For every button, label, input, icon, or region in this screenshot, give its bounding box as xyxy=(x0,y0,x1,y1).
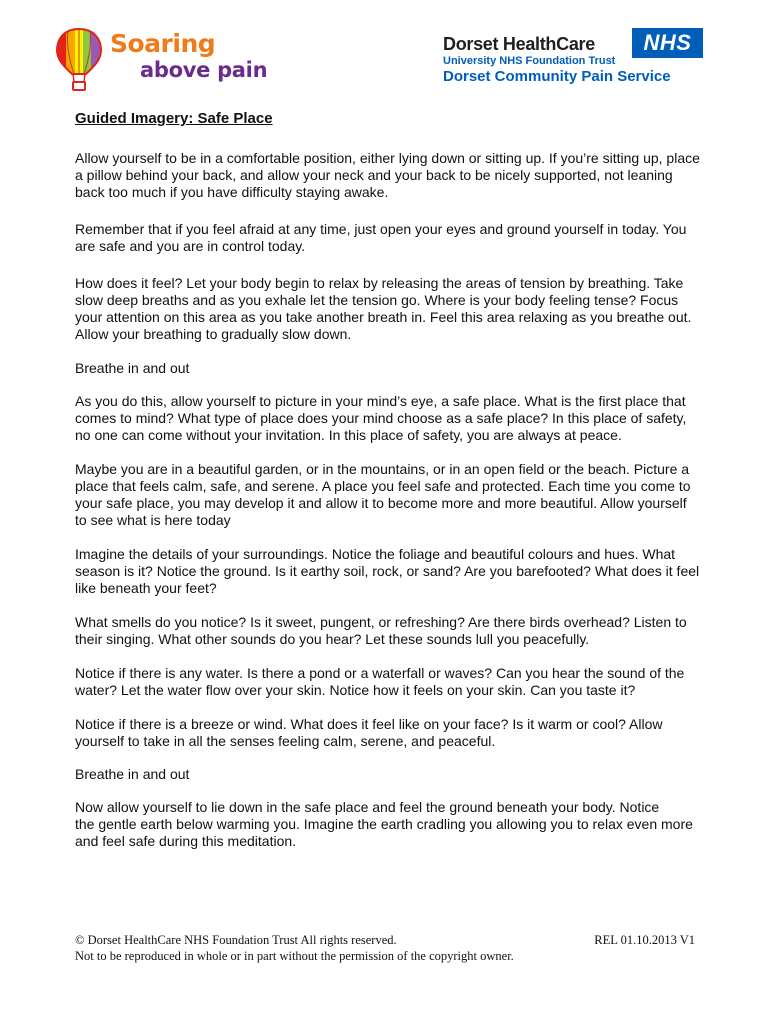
logo-line-above-pain: above pain xyxy=(140,58,268,82)
paragraph-surroundings: Imagine the details of your surroundings. Notice the foliage and beautiful colours and hues. What season is it? Notice the ground. Is it earthy soil, rock, or sand? Are you barefooted? What does it feel like beneath your feet? xyxy=(75,546,700,596)
org-service: Dorset Community Pain Service xyxy=(443,68,671,85)
paragraph-smells-sounds: What smells do you notice? Is it sweet, pungent, or refreshing? Are there birds overhead? Listen to their singing. What other sounds do you hear? Let these sounds lull you peacefully. xyxy=(75,614,687,647)
paragraph-safety-reminder: Remember that if you feel afraid at any time, just open your eyes and ground yourself in today. You are safe and you are in control today. xyxy=(75,221,687,254)
paragraph-gentle-earth: the gentle earth below warming you. Imagine the earth cradling you allowing you to relax even more and feel safe during this meditation. xyxy=(75,816,693,849)
nhs-organisation-logo xyxy=(440,28,704,90)
logo-wordmark xyxy=(110,30,267,82)
paragraph-picture-safe-place: As you do this, allow yourself to picture in your mind’s eye, a safe place. What is the first place that comes to mind? What type of place does your mind choose as a safe place? In this place of safety, no one can come without your invitation. In this place of safety, you are always at peace. xyxy=(75,393,687,443)
page-footer xyxy=(75,932,695,964)
paragraph-water: Notice if there is any water. Is there a pond or a waterfall or waves? Can you hear the sound of the water? Let the water flow over your skin. Notice how it feels on your skin. Can you taste it? xyxy=(75,665,685,698)
paragraph-relax-breathing: How does it feel? Let your body begin to relax by releasing the areas of tension by breathing. Take slow deep breaths and as you exhale let the tension go. Where is your body feeling tense? Focus your attention on this area as you take another breath in. Feel this area relaxing as you breathe out. Allow your breathing to gradually slow down. xyxy=(75,275,692,342)
footer-top-row xyxy=(75,932,695,948)
page-title: Guided Imagery: Safe Place xyxy=(75,110,273,127)
paragraph-breathe: Breathe in and out xyxy=(75,360,190,376)
org-trust: University NHS Foundation Trust xyxy=(443,55,616,67)
document-body xyxy=(75,150,701,850)
nhs-badge: NHS xyxy=(632,28,703,58)
paragraph-position: Allow yourself to be in a comfortable position, either lying down or sitting up. If you’re sitting up, place a pillow behind your back, and allow your neck and your back to be nicely supported, not leaning back too much if you have difficulty staying awake. xyxy=(75,150,700,200)
soaring-above-pain-logo xyxy=(54,26,304,92)
paragraph-lie-down: Now allow yourself to lie down in the safe place and feel the ground beneath your body. Notice xyxy=(75,799,660,815)
logo-line-soaring: Soaring xyxy=(110,29,216,58)
reproduction-notice: Not to be reproduced in whole or in part without the permission of the copyright owner. xyxy=(75,949,514,963)
hot-air-balloon-icon xyxy=(54,26,104,92)
org-name: Dorset HealthCare xyxy=(443,34,595,54)
release-version: REL 01.10.2013 V1 xyxy=(594,933,695,947)
paragraph-beautiful-place: Maybe you are in a beautiful garden, or in the mountains, or in an open field or the beach. Picture a place that feels calm, safe, and serene. A place you feel safe and protected. Each time you come to your safe place, you may develop it and allow it to become more and more beautiful. Allow yourself to see what is here today xyxy=(75,461,691,528)
copyright-text: © Dorset HealthCare NHS Foundation Trust All rights reserved. xyxy=(75,933,397,947)
paragraph-breathe-2: Breathe in and out xyxy=(75,766,190,782)
paragraph-breeze: Notice if there is a breeze or wind. What does it feel like on your face? Is it warm or cool? Allow yourself to take in all the senses feeling calm, serene, and peaceful. xyxy=(75,716,663,749)
